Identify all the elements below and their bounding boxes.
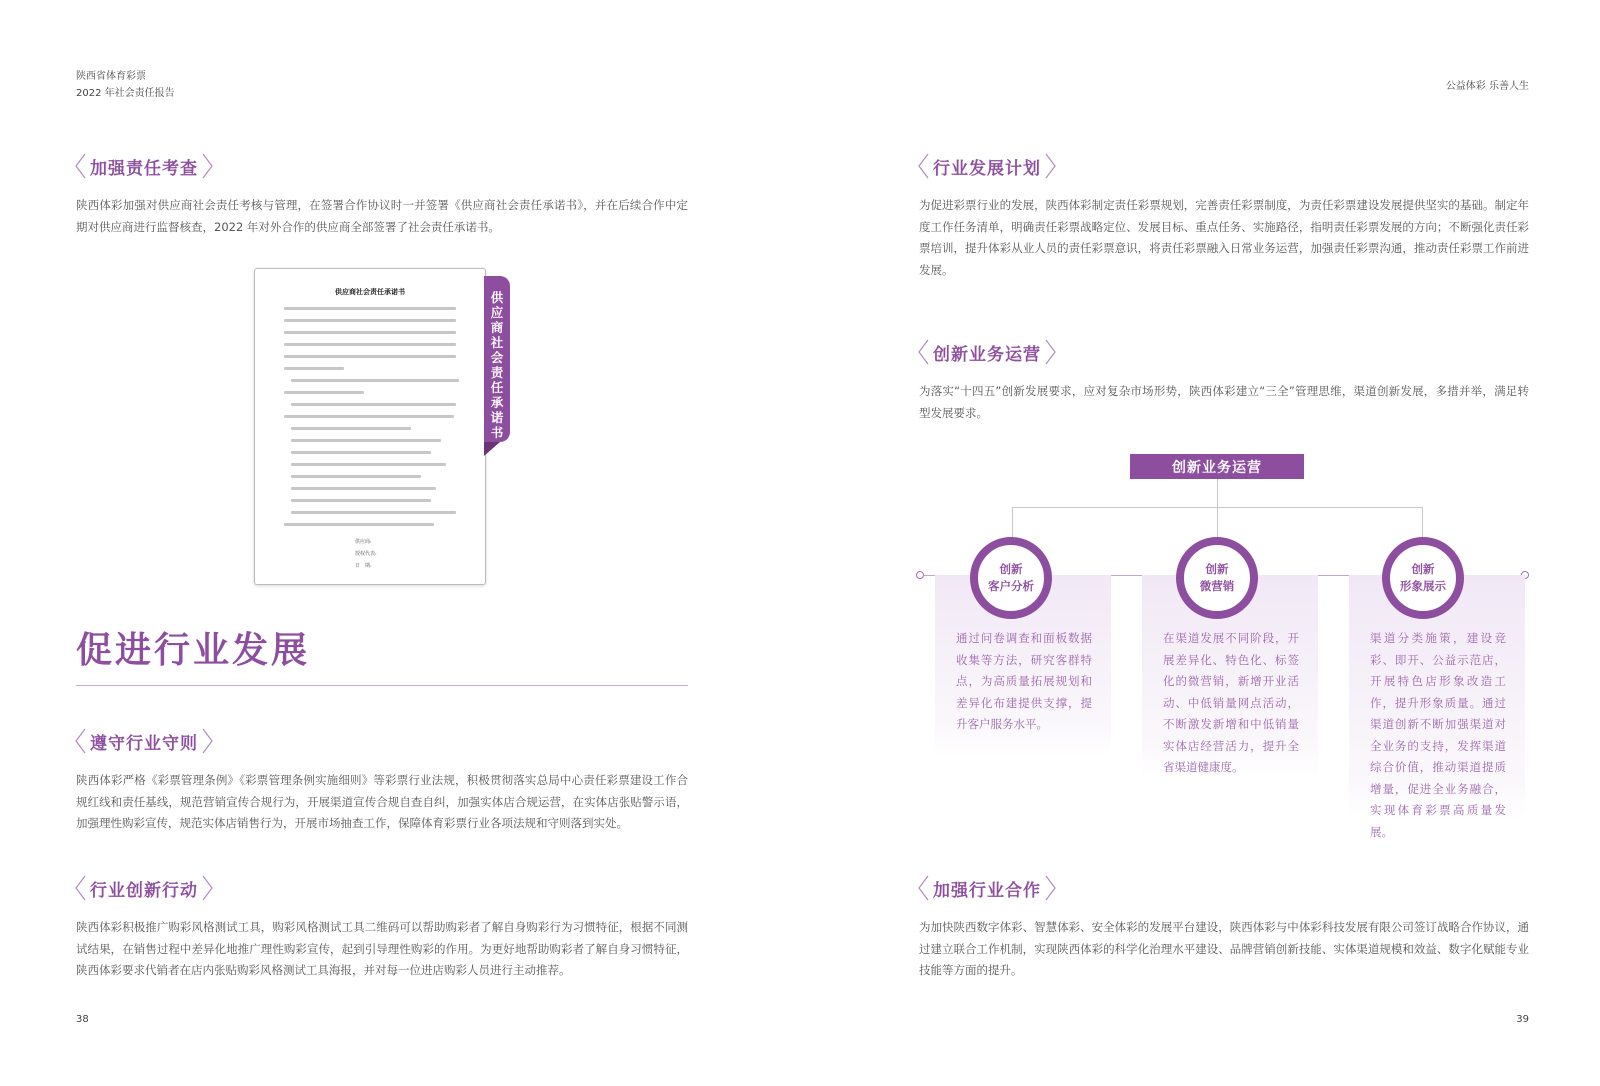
node-customer-analysis: 创新 客户分析 [970,537,1052,619]
diagram-connector [1012,507,1013,537]
bracket-right-icon [202,153,214,179]
doc-sign-line: 供应商: [355,539,372,545]
diagram-connector [1422,507,1423,537]
bracket-left-icon [917,875,929,901]
page-number-right: 39 [1516,1014,1529,1025]
header-report-title: 2022 年社会责任报告 [76,88,175,99]
header-slogan: 公益体彩 乐善人生 [1445,81,1529,92]
doc-text-line [291,379,459,382]
doc-text-line [291,511,456,514]
doc-tab-fold [484,442,500,456]
axis-endpoint-dot [916,571,924,579]
responsibility-review-body: 陕西体彩加强对供应商社会责任考核与管理，在签署合作协议时一并签署《供应商社会责任承诺书》，并在后续合作中定期对供应商进行监督核查，2022 年对外合作的供应商全部签署了社会责任承诺书。 [76,198,688,234]
doc-text-line [291,403,456,406]
diagram-connector [1217,479,1218,507]
bracket-right-icon [1045,339,1057,365]
bracket-left-icon [917,339,929,365]
doc-sign-line: 授权代表: [355,551,377,557]
section-heading-responsibility-review: 加强责任考查 [74,153,214,179]
doc-text-line [291,499,431,502]
section-heading-innovation-ops: 创新业务运营 [917,339,1057,365]
doc-text-line [284,391,364,394]
doc-text-line [284,415,454,418]
commitment-letter-image [254,268,486,585]
doc-text-line [291,451,431,454]
bracket-right-icon [202,875,214,901]
doc-text-line [284,331,456,334]
bracket-left-icon [74,153,86,179]
dev-plan-body: 为促进彩票行业的发展，陕西体彩制定责任彩票规划，完善责任彩票制度，为责任彩票建设发展提供坚实的基础。制定年度工作任务清单，明确责任彩票战略定位、发展目标、重点任务、实施路径，指明责任彩票发展的方向；不断强化责任彩票培训，提升体彩从业人员的责任彩票意识，将责任彩票融入日常业务运营，加强责任彩票沟通，推动责任彩票工作前进发展。 [919,198,1529,277]
diagram-root-box: 创新业务运营 [1130,454,1304,479]
doc-text-line [291,463,446,466]
doc-text-line [291,487,436,490]
doc-title: 供应商社会责任承诺书 [335,287,405,296]
doc-tab-label: 供应商社会责任承诺书 [490,290,504,440]
doc-text-line [284,355,456,358]
header-org: 陕西省体育彩票 [76,71,146,82]
page-number-left: 38 [76,1014,89,1025]
bracket-right-icon [1045,875,1057,901]
innovation-action-body: 陕西体彩积极推广购彩风格测试工具，购彩风格测试工具二维码可以帮助购彩者了解自身购彩行为习惯特征，根据不同测试结果，在销售过程中差异化地推广理性购彩宣传，起到引导理性购彩的作用。为更好地帮助购彩者了解自身习惯特征，陕西体彩要求代销者在店内张贴购彩风格测试工具海报，并对每一位进店购彩人员进行主动推荐。 [76,920,688,977]
chapter-divider [76,685,688,686]
doc-text-line [284,367,344,370]
doc-text-line [284,343,456,346]
doc-text-line [284,319,456,322]
bracket-right-icon [1045,153,1057,179]
bracket-left-icon [74,875,86,901]
comply-rules-body: 陕西体彩严格《彩票管理条例》《彩票管理条例实施细则》等彩票行业法规，积极贯彻落实总局中心责任彩票建设工作合规红线和责任基线，规范营销宣传合规行为，开展渠道宣传合规自查自纠，加强实体店合规运营，在实体店张贴警示语，加强理性购彩宣传，规范实体店销售行为，开展市场抽查工作，保障体育彩票行业各项法规和守则落到实处。 [76,773,688,830]
doc-text-line [291,427,411,430]
section-heading-innovation-action: 行业创新行动 [74,875,214,901]
card-text-customer-analysis: 通过问卷调查和面板数据收集等方法，研究客群特点，为高质量拓展规划和差异化布建提供支撑，提升客户服务水平。 [956,631,1092,731]
bracket-left-icon [917,153,929,179]
doc-text-line [291,439,441,442]
node-micro-marketing: 创新 微营销 [1176,537,1258,619]
bracket-left-icon [74,728,86,754]
node-image-display: 创新 形象展示 [1382,537,1464,619]
doc-text-line [291,475,421,478]
card-text-image-display: 渠道分类施策，建设竞彩、即开、公益示范店，开展特色店形象改造工作，提升形象质量。通过渠道创新不断加强渠道对全业务的支持，发挥渠道综合价值，推动渠道提质增量，促进全业务融合，实现体育彩票高质量发展。 [1370,631,1506,839]
card-text-micro-marketing: 在渠道发展不同阶段，开展差异化、特色化、标签化的微营销，新增开业活动、中低销量网点活动，不断激发新增和中低销量实体店经营活力，提升全省渠道健康度。 [1163,631,1299,774]
section-heading-comply-rules: 遵守行业守则 [74,728,214,754]
section-heading-dev-plan: 行业发展计划 [917,153,1057,179]
cooperation-body: 为加快陕西数字体彩、智慧体彩、安全体彩的发展平台建设，陕西体彩与中体彩科技发展有限公司签订战略合作协议，通过建立联合工作机制，实现陕西体彩的科学化治理水平建设、品牌营销创新技能、实体渠道规模和效益、数字化赋能专业技能等方面的提升。 [919,920,1529,977]
innovation-ops-body: 为落实“十四五”创新发展要求，应对复杂市场形势，陕西体彩建立“三全”管理思维，渠道创新发展，多措并举，满足转型发展要求。 [919,384,1529,420]
doc-sign-line: 日 期: [355,563,372,569]
chapter-title: 促进行业发展 [76,630,311,671]
doc-text-line [284,523,434,526]
doc-text-line [284,307,456,310]
section-heading-cooperation: 加强行业合作 [917,875,1057,901]
diagram-connector [1217,507,1218,537]
bracket-right-icon [202,728,214,754]
